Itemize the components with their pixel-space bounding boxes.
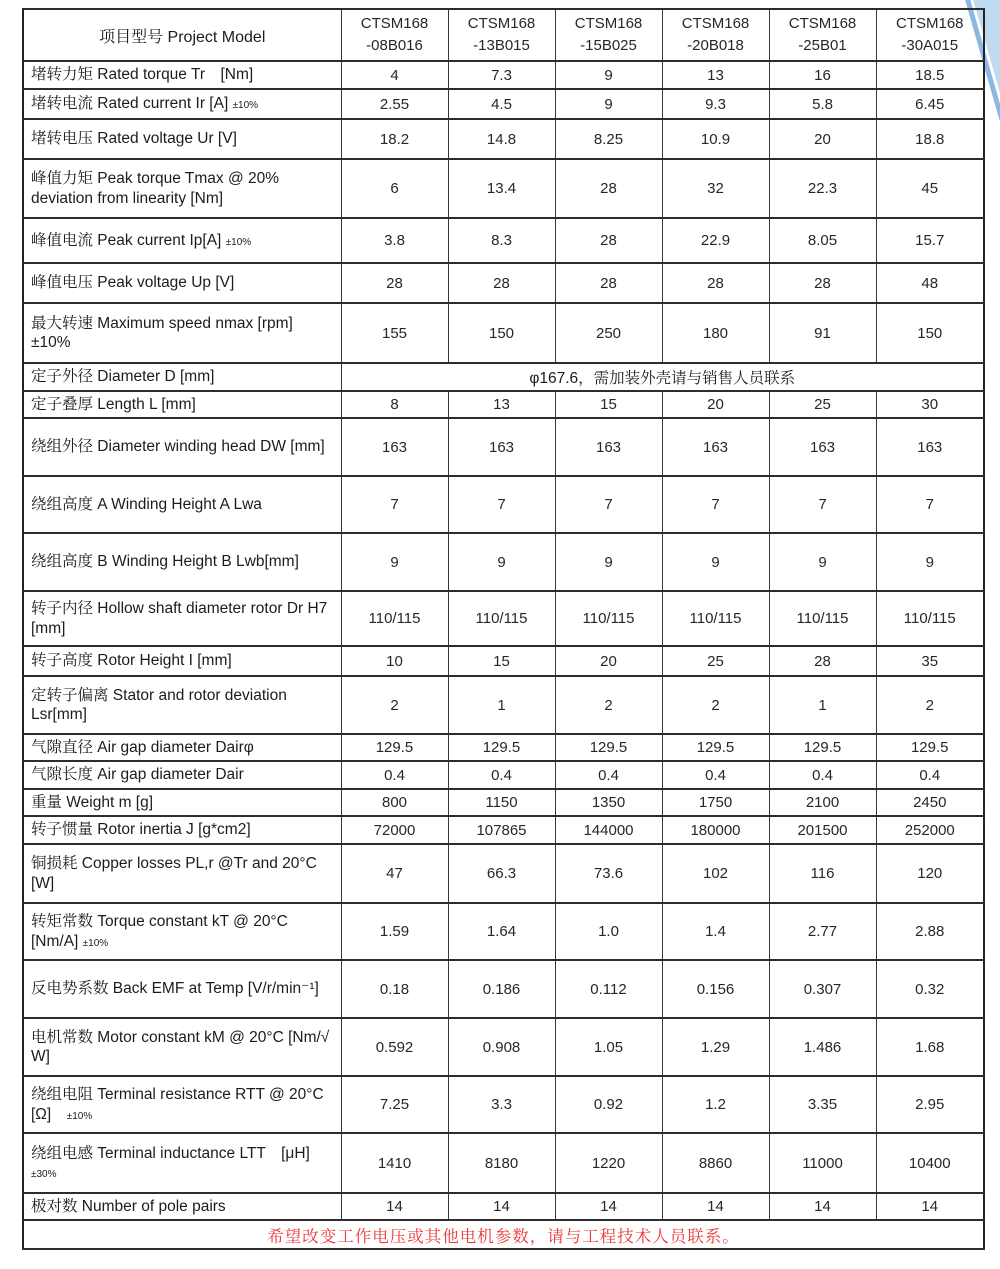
value-cell: 180 — [662, 303, 769, 363]
value-cell: 4 — [341, 61, 448, 89]
row-label — [23, 391, 341, 418]
value-cell: 2 — [341, 676, 448, 734]
value-cell: 2 — [662, 676, 769, 734]
model-name-line2: -13B015 — [473, 37, 530, 54]
model-name-line2: -25B01 — [798, 37, 847, 54]
value-cell: 35 — [876, 646, 984, 676]
value-cell: 28 — [555, 218, 662, 263]
value-cell: 28 — [769, 646, 876, 676]
value-cell: 9 — [555, 61, 662, 89]
row-label-text: 转子高度 Rotor Height I [mm] — [31, 652, 232, 670]
value-cell: 2 — [876, 676, 984, 734]
value-cell: 3.8 — [341, 218, 448, 263]
table-row — [23, 816, 984, 844]
row-label-text: 峰值电流 Peak current Ip[A] — [31, 231, 226, 249]
value-cell: 163 — [341, 418, 448, 476]
footer-notice: 希望改变工作电压或其他电机参数，请与工程技术人员联系。 — [23, 1220, 984, 1249]
value-cell: 7 — [555, 476, 662, 533]
value-cell: 48 — [876, 263, 984, 303]
value-cell: 1 — [769, 676, 876, 734]
table-row — [23, 789, 984, 816]
value-cell: 163 — [662, 418, 769, 476]
value-cell: 18.5 — [876, 61, 984, 89]
value-cell: 1.0 — [555, 903, 662, 960]
value-cell: 155 — [341, 303, 448, 363]
row-label — [23, 303, 341, 363]
value-cell: 1350 — [555, 789, 662, 816]
value-cell: 8180 — [448, 1133, 555, 1193]
column-header-model — [341, 9, 448, 61]
row-label — [23, 844, 341, 903]
value-cell: 9.3 — [662, 89, 769, 119]
value-cell: 28 — [662, 263, 769, 303]
value-cell: 9 — [876, 533, 984, 591]
value-cell: 7.25 — [341, 1076, 448, 1133]
value-cell: 30 — [876, 391, 984, 418]
value-cell: 14 — [555, 1193, 662, 1220]
row-label-text: 定转子偏离 Stator and rotor deviation Lsr[mm] — [31, 686, 287, 723]
model-name-line1: CTSM168 — [574, 14, 643, 32]
value-cell: 8 — [341, 391, 448, 418]
table-row — [23, 1133, 984, 1193]
row-label-text: 转矩常数 Torque constant kT @ 20°C [Nm/A] — [31, 913, 288, 950]
project-model-header: 项目型号 Project Model — [23, 9, 341, 61]
row-label — [23, 363, 341, 391]
row-label — [23, 789, 341, 816]
value-cell: 9 — [662, 533, 769, 591]
table-row — [23, 303, 984, 363]
row-label — [23, 734, 341, 761]
row-label — [23, 476, 341, 533]
value-cell: 0.307 — [769, 960, 876, 1018]
value-cell: 1.4 — [662, 903, 769, 960]
value-cell: 25 — [769, 391, 876, 418]
value-cell: 129.5 — [555, 734, 662, 761]
value-cell: 8.05 — [769, 218, 876, 263]
row-label — [23, 591, 341, 646]
value-cell: 2.95 — [876, 1076, 984, 1133]
row-label-text: 峰值力矩 Peak torque Tmax @ 20% deviation from linearity [Nm] — [31, 170, 280, 207]
value-cell: 11000 — [769, 1133, 876, 1193]
value-cell: 6.45 — [876, 89, 984, 119]
row-label — [23, 1018, 341, 1076]
row-label-text: 堵转力矩 Rated torque Tr [Nm] — [31, 66, 254, 84]
model-name-line2: -15B025 — [580, 37, 637, 54]
value-cell: 1150 — [448, 789, 555, 816]
table-row — [23, 1193, 984, 1220]
value-cell: 150 — [876, 303, 984, 363]
table-row — [23, 844, 984, 903]
row-label-text: 转子惯量 Rotor inertia J [g*cm2] — [31, 821, 251, 839]
row-label — [23, 816, 341, 844]
value-cell: 144000 — [555, 816, 662, 844]
value-cell: 28 — [769, 263, 876, 303]
merged-value-cell: φ167.6，需加装外壳请与销售人员联系 — [341, 363, 984, 391]
value-cell: 3.35 — [769, 1076, 876, 1133]
value-cell: 110/115 — [555, 591, 662, 646]
value-cell: 10 — [341, 646, 448, 676]
value-cell: 8.3 — [448, 218, 555, 263]
value-cell: 2 — [555, 676, 662, 734]
value-cell: 201500 — [769, 816, 876, 844]
row-label — [23, 533, 341, 591]
row-label-text: 最大转速 Maximum speed nmax [rpm] ±10% — [31, 314, 293, 351]
value-cell: 0.32 — [876, 960, 984, 1018]
value-cell: 8.25 — [555, 119, 662, 159]
tolerance-note: ±10% — [225, 236, 252, 248]
value-cell: 1 — [448, 676, 555, 734]
value-cell: 110/115 — [448, 591, 555, 646]
header-row — [23, 9, 984, 61]
value-cell: 4.5 — [448, 89, 555, 119]
value-cell: 9 — [555, 533, 662, 591]
table-row — [23, 476, 984, 533]
value-cell: 102 — [662, 844, 769, 903]
value-cell: 0.92 — [555, 1076, 662, 1133]
row-label — [23, 218, 341, 263]
table-row — [23, 591, 984, 646]
row-label — [23, 159, 341, 218]
value-cell: 3.3 — [448, 1076, 555, 1133]
row-label-text: 铜损耗 Copper losses PL,r @Tr and 20°C [W] — [31, 855, 317, 892]
value-cell: 0.4 — [662, 761, 769, 789]
value-cell: 15 — [555, 391, 662, 418]
value-cell: 1.64 — [448, 903, 555, 960]
value-cell: 0.4 — [448, 761, 555, 789]
tolerance-note: ±10% — [66, 1110, 93, 1122]
row-label-text: 绕组高度 B Winding Height B Lwb[mm] — [31, 553, 299, 571]
value-cell: 1.486 — [769, 1018, 876, 1076]
tolerance-note: ±30% — [31, 1169, 57, 1180]
tolerance-note: ±10% — [232, 100, 259, 112]
value-cell: 10400 — [876, 1133, 984, 1193]
value-cell: 0.112 — [555, 960, 662, 1018]
row-label-text: 电机常数 Motor constant kM @ 20°C [Nm/√ W] — [31, 1028, 330, 1065]
value-cell: 13 — [448, 391, 555, 418]
row-label — [23, 1133, 341, 1193]
column-header-model — [555, 9, 662, 61]
value-cell: 10.9 — [662, 119, 769, 159]
value-cell: 110/115 — [341, 591, 448, 646]
value-cell: 250 — [555, 303, 662, 363]
value-cell: 116 — [769, 844, 876, 903]
value-cell: 18.8 — [876, 119, 984, 159]
value-cell: 163 — [769, 418, 876, 476]
value-cell: 163 — [448, 418, 555, 476]
value-cell: 0.592 — [341, 1018, 448, 1076]
table-row — [23, 159, 984, 218]
row-label — [23, 761, 341, 789]
table-row — [23, 533, 984, 591]
value-cell: 110/115 — [876, 591, 984, 646]
row-label — [23, 61, 341, 89]
row-label-text: 定子外径 Diameter D [mm] — [31, 368, 215, 386]
table-row — [23, 263, 984, 303]
value-cell: 1.68 — [876, 1018, 984, 1076]
value-cell: 7 — [341, 476, 448, 533]
value-cell: 66.3 — [448, 844, 555, 903]
row-label-text: 重量 Weight m [g] — [31, 793, 154, 811]
value-cell: 8860 — [662, 1133, 769, 1193]
value-cell: 28 — [555, 263, 662, 303]
row-label — [23, 89, 341, 119]
value-cell: 0.4 — [341, 761, 448, 789]
value-cell: 2100 — [769, 789, 876, 816]
value-cell: 180000 — [662, 816, 769, 844]
table-row — [23, 119, 984, 159]
value-cell: 7 — [448, 476, 555, 533]
value-cell: 16 — [769, 61, 876, 89]
table-row — [23, 89, 984, 119]
row-label — [23, 960, 341, 1018]
value-cell: 129.5 — [662, 734, 769, 761]
row-label — [23, 418, 341, 476]
value-cell: 73.6 — [555, 844, 662, 903]
row-label-text: 绕组电阻 Terminal resistance RTT @ 20°C [Ω] — [31, 1086, 324, 1123]
row-label-text: 转子内径 Hollow shaft diameter rotor Dr H7 [mm] — [31, 600, 328, 637]
value-cell: 14 — [448, 1193, 555, 1220]
row-label-text: 堵转电流 Rated current Ir [A] — [31, 95, 233, 113]
value-cell: 15.7 — [876, 218, 984, 263]
value-cell: 13.4 — [448, 159, 555, 218]
row-label-text: 堵转电压 Rated voltage Ur [V] — [31, 130, 237, 148]
value-cell: 28 — [341, 263, 448, 303]
value-cell: 22.9 — [662, 218, 769, 263]
value-cell: 110/115 — [769, 591, 876, 646]
table-row — [23, 218, 984, 263]
value-cell: 14.8 — [448, 119, 555, 159]
model-name-line1: CTSM168 — [895, 14, 964, 32]
model-name-line1: CTSM168 — [681, 14, 750, 32]
value-cell: 28 — [448, 263, 555, 303]
value-cell: 129.5 — [341, 734, 448, 761]
value-cell: 110/115 — [662, 591, 769, 646]
row-label — [23, 263, 341, 303]
column-header-model — [876, 9, 984, 61]
value-cell: 7 — [876, 476, 984, 533]
value-cell: 9 — [555, 89, 662, 119]
model-name-line2: -30A015 — [901, 37, 959, 54]
model-name-line1: CTSM168 — [360, 14, 429, 32]
value-cell: 28 — [555, 159, 662, 218]
row-label — [23, 676, 341, 734]
value-cell: 7 — [769, 476, 876, 533]
value-cell: 20 — [662, 391, 769, 418]
row-label — [23, 1193, 341, 1220]
row-label — [23, 1076, 341, 1133]
value-cell: 1.29 — [662, 1018, 769, 1076]
spec-table-body — [23, 9, 984, 1249]
value-cell: 0.186 — [448, 960, 555, 1018]
value-cell: 20 — [555, 646, 662, 676]
column-header-model — [769, 9, 876, 61]
value-cell: 120 — [876, 844, 984, 903]
row-label — [23, 646, 341, 676]
table-row — [23, 646, 984, 676]
model-name-line2: -08B016 — [366, 37, 423, 54]
value-cell: 6 — [341, 159, 448, 218]
value-cell: 2.55 — [341, 89, 448, 119]
table-row — [23, 391, 984, 418]
value-cell: 129.5 — [876, 734, 984, 761]
value-cell: 47 — [341, 844, 448, 903]
table-row — [23, 676, 984, 734]
value-cell: 2.77 — [769, 903, 876, 960]
tolerance-note: ±10% — [82, 937, 109, 949]
value-cell: 0.908 — [448, 1018, 555, 1076]
row-label-text: 峰值电压 Peak voltage Up [V] — [31, 274, 235, 292]
value-cell: 800 — [341, 789, 448, 816]
column-header-model — [448, 9, 555, 61]
value-cell: 9 — [448, 533, 555, 591]
value-cell: 150 — [448, 303, 555, 363]
row-label-text: 绕组高度 A Winding Height A Lwa — [31, 495, 262, 513]
value-cell: 91 — [769, 303, 876, 363]
value-cell: 1.2 — [662, 1076, 769, 1133]
table-row — [23, 1018, 984, 1076]
value-cell: 14 — [341, 1193, 448, 1220]
table-row — [23, 1076, 984, 1133]
value-cell: 1.59 — [341, 903, 448, 960]
value-cell: 22.3 — [769, 159, 876, 218]
table-row — [23, 960, 984, 1018]
value-cell: 14 — [876, 1193, 984, 1220]
value-cell: 7 — [662, 476, 769, 533]
row-label-text: 气隙长度 Air gap diameter Dair — [31, 766, 244, 784]
value-cell: 107865 — [448, 816, 555, 844]
spec-sheet — [22, 8, 985, 1250]
row-label-text: 绕组外径 Diameter winding head DW [mm] — [31, 438, 325, 456]
value-cell: 14 — [662, 1193, 769, 1220]
value-cell: 2450 — [876, 789, 984, 816]
value-cell: 45 — [876, 159, 984, 218]
value-cell: 13 — [662, 61, 769, 89]
value-cell: 129.5 — [448, 734, 555, 761]
value-cell: 32 — [662, 159, 769, 218]
value-cell: 1750 — [662, 789, 769, 816]
value-cell: 14 — [769, 1193, 876, 1220]
value-cell: 5.8 — [769, 89, 876, 119]
table-row — [23, 761, 984, 789]
row-label-text: 反电势系数 Back EMF at Temp [V/r/min⁻¹] — [31, 980, 319, 998]
table-row — [23, 363, 984, 391]
row-label-text: 气隙直径 Air gap diameter Dairφ — [31, 738, 254, 756]
value-cell: 163 — [555, 418, 662, 476]
value-cell: 72000 — [341, 816, 448, 844]
row-label-text: 极对数 Number of pole pairs — [31, 1197, 226, 1215]
value-cell: 163 — [876, 418, 984, 476]
value-cell: 1.05 — [555, 1018, 662, 1076]
model-name-line1: CTSM168 — [467, 14, 536, 32]
value-cell: 129.5 — [769, 734, 876, 761]
value-cell: 18.2 — [341, 119, 448, 159]
value-cell: 0.156 — [662, 960, 769, 1018]
table-row — [23, 734, 984, 761]
row-label-text: 定子叠厚 Length L [mm] — [31, 395, 196, 413]
table-row — [23, 903, 984, 960]
table-row — [23, 418, 984, 476]
value-cell: 9 — [341, 533, 448, 591]
row-label-text: 绕组电感 Terminal inductance LTT [μH] — [31, 1144, 310, 1162]
row-label — [23, 119, 341, 159]
column-header-model — [662, 9, 769, 61]
value-cell: 0.18 — [341, 960, 448, 1018]
value-cell: 15 — [448, 646, 555, 676]
value-cell: 25 — [662, 646, 769, 676]
row-label — [23, 903, 341, 960]
value-cell: 2.88 — [876, 903, 984, 960]
model-name-line2: -20B018 — [687, 37, 744, 54]
value-cell: 1410 — [341, 1133, 448, 1193]
value-cell: 7.3 — [448, 61, 555, 89]
spec-table — [22, 8, 985, 1250]
value-cell: 0.4 — [555, 761, 662, 789]
value-cell: 0.4 — [876, 761, 984, 789]
value-cell: 9 — [769, 533, 876, 591]
value-cell: 20 — [769, 119, 876, 159]
table-row — [23, 61, 984, 89]
model-name-line1: CTSM168 — [788, 14, 857, 32]
value-cell: 252000 — [876, 816, 984, 844]
value-cell: 1220 — [555, 1133, 662, 1193]
footer-row — [23, 1220, 984, 1249]
value-cell: 0.4 — [769, 761, 876, 789]
